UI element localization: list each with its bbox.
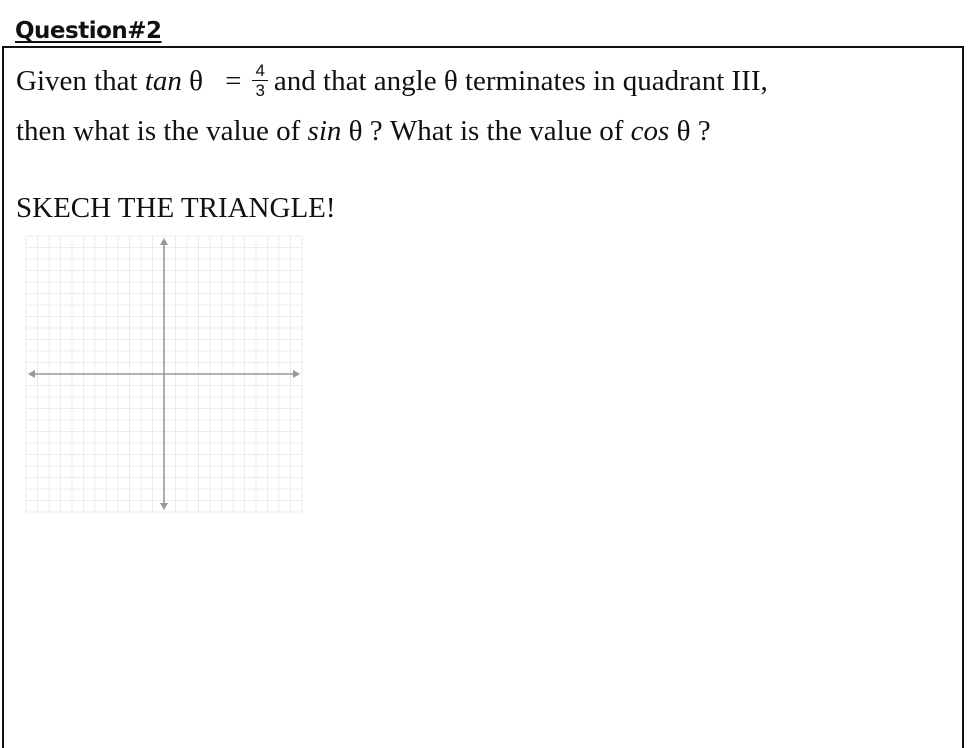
fraction-numerator: 4: [252, 62, 267, 81]
line2-text-end: θ ?: [669, 115, 711, 147]
line1-text-quadrant: and that angle θ terminates in quadrant III,: [273, 65, 768, 98]
fraction: [252, 62, 267, 99]
coordinate-grid: [24, 234, 304, 514]
y-axis-up-arrow-icon: [160, 238, 168, 245]
tan-function: tan: [144, 65, 182, 98]
line1-text-given: Given that: [16, 65, 145, 98]
line1-theta: θ: [181, 65, 204, 98]
cos-function: cos: [630, 115, 670, 147]
axes: [28, 238, 300, 510]
fraction-denominator: 3: [255, 81, 265, 100]
question-heading: Question#2: [15, 18, 162, 44]
sin-function: sin: [307, 115, 342, 147]
question-line-1: [16, 61, 768, 102]
x-axis-right-arrow-icon: [293, 370, 300, 378]
x-axis-left-arrow-icon: [28, 370, 35, 378]
y-axis-down-arrow-icon: [160, 503, 168, 510]
line2-text-what: θ ? What is the value of: [341, 115, 631, 147]
line2-text-then: then what is the value of: [16, 115, 308, 147]
question-line-2: [16, 117, 711, 146]
equals-sign: =: [225, 65, 242, 98]
sketch-instruction: SKECH THE TRIANGLE!: [16, 192, 336, 224]
